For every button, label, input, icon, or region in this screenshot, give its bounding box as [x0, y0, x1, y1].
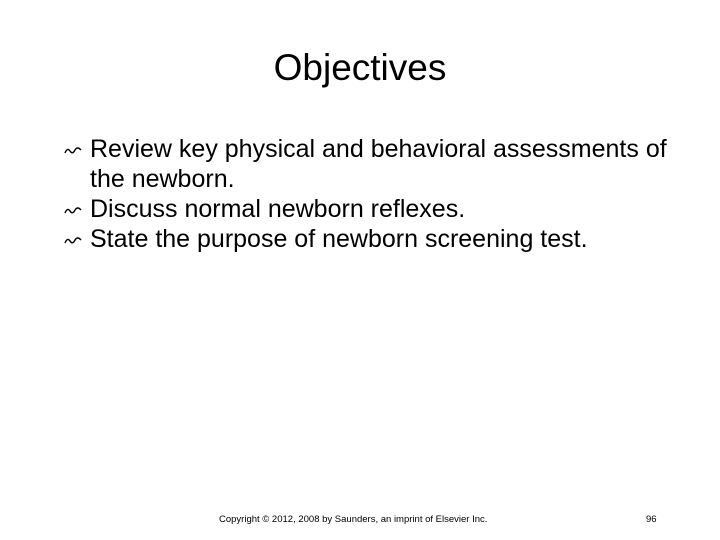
- bullet-text: Discuss normal newborn reflexes.: [90, 195, 466, 223]
- slide-title: Objectives: [273, 47, 447, 88]
- objectives-list: [64, 134, 684, 254]
- footer-copyright: Copyright © 2012, 2008 by Saunders, an imprint of Elsevier Inc.: [219, 514, 488, 525]
- bullet-text: Review key physical and behavioral assessments of the newborn.: [90, 135, 667, 193]
- list-item: [64, 194, 684, 224]
- bullet-text: State the purpose of newborn screening test.: [90, 225, 588, 253]
- list-item: [64, 134, 684, 194]
- wave-bullet-icon: [64, 205, 82, 217]
- wave-bullet-icon: [64, 235, 82, 247]
- page-number: 96: [646, 514, 657, 525]
- list-item: [64, 224, 684, 254]
- wave-bullet-icon: [64, 145, 82, 157]
